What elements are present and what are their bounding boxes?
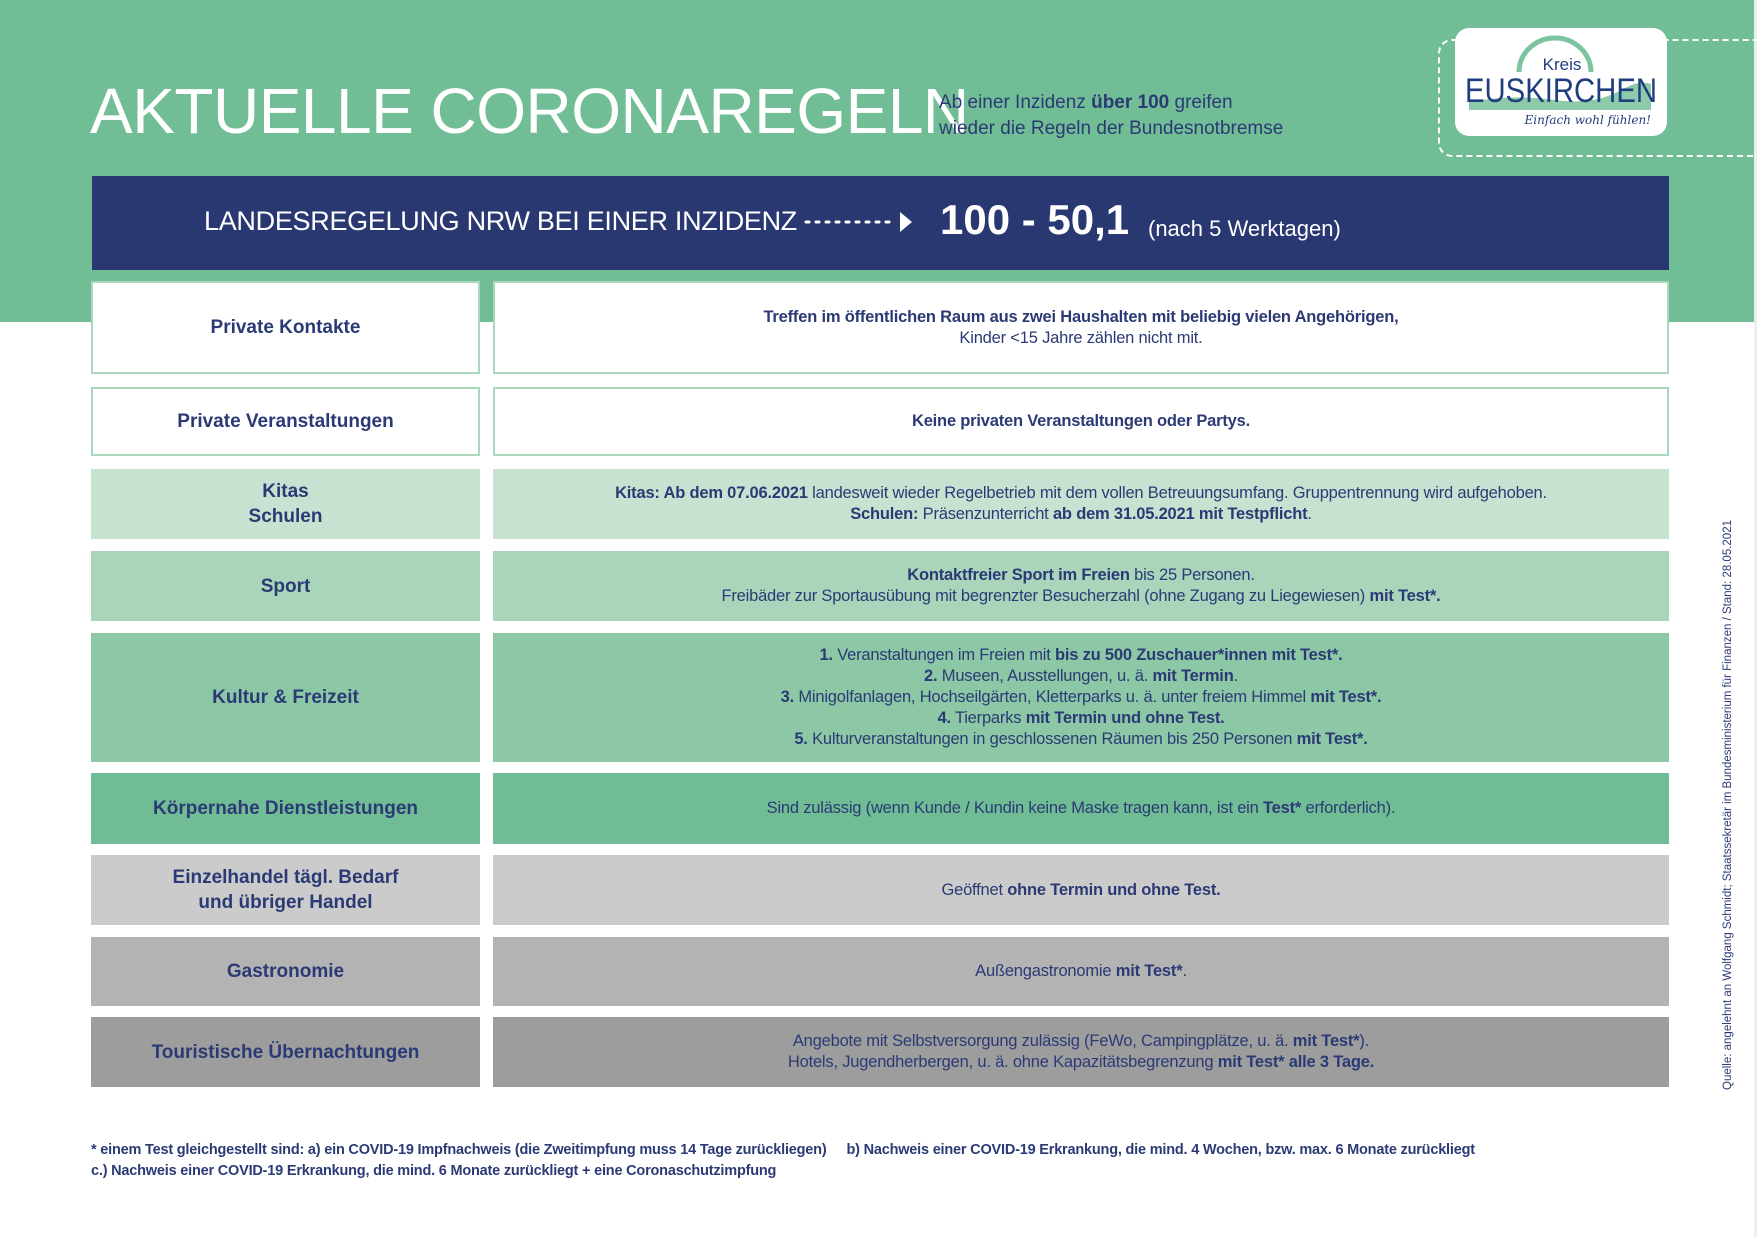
text: Minigolfanlagen, Hochseilgärten, Kletterparks u. ä. unter freiem Himmel <box>793 688 1311 706</box>
rule-row <box>91 855 1669 925</box>
banner-note: (nach 5 Werktagen) <box>1148 216 1341 241</box>
bold-text: mit Termin <box>1152 667 1234 685</box>
svg-text:EUSKIRCHEN: EUSKIRCHEN <box>1465 72 1657 110</box>
category-label: Körpernahe Dienstleistungen <box>153 798 418 819</box>
description-line <box>941 880 1220 901</box>
bold-text: mit Test* alle 3 Tage. <box>1217 1053 1375 1071</box>
description-line <box>781 645 1382 666</box>
rule-category <box>91 387 480 456</box>
subtitle <box>939 90 1283 142</box>
category-label: Sport <box>260 575 311 597</box>
bold-text: 3. <box>780 688 794 706</box>
bold-text: Test* <box>1263 799 1302 817</box>
text: landesweit wieder Regelbetrieb mit dem vollen Betreuungsumfang. Gruppentrennung wird aufgehoben. <box>807 484 1547 502</box>
description-line <box>781 687 1382 708</box>
rule-category <box>91 633 480 762</box>
text: Angebote mit Selbstversorgung zulässig (FeWo, Campingplätze, u. ä. <box>792 1032 1293 1050</box>
text: Kinder <15 Jahre zählen nicht mit. <box>959 328 1203 347</box>
bold-text: mit Test*. <box>1310 688 1382 706</box>
subtitle-bold: über 100 <box>1091 92 1170 113</box>
text: Geöffnet <box>941 880 1008 899</box>
description-line <box>615 504 1547 525</box>
description-line <box>788 1052 1374 1073</box>
bold-text: Kitas: Ab dem 07.06.2021 <box>615 484 808 502</box>
rule-row <box>91 633 1669 762</box>
bold-text: mit Test*. <box>1369 587 1441 605</box>
footnote <box>91 1140 1475 1182</box>
description-line <box>721 586 1440 607</box>
rule-category <box>91 937 480 1006</box>
bold-text: mit Test* <box>1115 962 1183 980</box>
kreis-euskirchen-logo <box>1455 28 1667 136</box>
category-label: Gastronomie <box>226 961 345 982</box>
bold-text: mit Termin und ohne Test. <box>1025 709 1225 727</box>
bold-text: ohne Termin und ohne Test. <box>1007 880 1221 899</box>
rule-row <box>91 773 1669 844</box>
rule-description <box>493 937 1669 1006</box>
text: Veranstaltungen im Freien mit <box>832 646 1055 664</box>
footnote-a: * einem Test gleichgestellt sind: a) ein COVID-19 Impfnachweis (die Zweitimpfung muss 14 Tage zurückliegen) <box>91 1142 827 1158</box>
description-line <box>763 328 1398 349</box>
bold-text: bis zu 500 Zuschauer*innen mit Test*. <box>1055 646 1343 664</box>
rule-description <box>493 1017 1669 1087</box>
text: . <box>1307 505 1312 523</box>
rule-row <box>91 387 1669 456</box>
text: erforderlich). <box>1301 799 1396 817</box>
bold-text: ab dem 31.05.2021 mit Testpflicht <box>1052 505 1308 523</box>
banner-label: LANDESREGELUNG NRW BEI EINER INZIDENZ <box>204 206 797 236</box>
text: Museen, Ausstellungen, u. ä. <box>937 667 1153 685</box>
text: . <box>1182 962 1187 980</box>
text: Außengastronomie <box>975 962 1116 980</box>
incidence-range: 100 - 50,1 <box>940 196 1130 243</box>
rule-category <box>91 773 480 844</box>
rule-category <box>91 551 480 621</box>
source-note: Quelle: angelehnt an Wolfgang Schmidt; Staatssekretär im Bundesministerium für Finanzen / Stand: 28.05.2021 <box>1722 520 1734 1090</box>
svg-text:Kreis: Kreis <box>1542 55 1582 74</box>
bold-text: mit Test*. <box>1296 730 1368 748</box>
rule-row <box>91 469 1669 539</box>
footnote-c: c.) Nachweis einer COVID-19 Erkrankung, die mind. 6 Monate zurückliegt + eine Coronaschutzimpfung <box>91 1163 777 1179</box>
bold-text: 2. <box>924 667 938 685</box>
category-label: Private Veranstaltungen <box>177 411 394 432</box>
rule-category <box>91 281 480 374</box>
rule-description <box>493 551 1669 621</box>
rule-description <box>493 773 1669 844</box>
rule-row <box>91 937 1669 1006</box>
rule-row <box>91 551 1669 621</box>
footnote-b: b) Nachweis einer COVID-19 Erkrankung, die mind. 4 Wochen, bzw. max. 6 Monate zurückliegt <box>846 1142 1475 1158</box>
dotted-arrow-icon <box>804 209 914 235</box>
category-label: Kultur & Freizeit <box>212 687 359 708</box>
rule-description <box>493 387 1669 456</box>
description-line <box>767 798 1396 819</box>
rule-category <box>91 855 480 925</box>
rule-category <box>91 469 480 539</box>
text: Kulturveranstaltungen in geschlossenen Räumen bis 250 Personen <box>807 730 1297 748</box>
text: ). <box>1359 1032 1370 1050</box>
category-label: Schulen <box>248 506 323 527</box>
category-label: Private Kontakte <box>210 317 361 338</box>
rule-description <box>493 855 1669 925</box>
text: bis 25 Personen. <box>1129 566 1255 584</box>
category-label: Einzelhandel tägl. Bedarf <box>172 867 399 888</box>
category-label: und übriger Handel <box>198 892 373 913</box>
text: Sind zulässig (wenn Kunde / Kundin keine Maske tragen kann, ist ein <box>766 799 1264 817</box>
rule-row <box>91 1017 1669 1087</box>
bold-text: Kontaktfreier Sport im Freien <box>907 566 1130 584</box>
description-line <box>781 729 1382 750</box>
rule-description <box>493 281 1669 374</box>
text: . <box>1233 667 1238 685</box>
incidence-banner <box>92 176 1669 270</box>
rule-description <box>493 469 1669 539</box>
rule-row <box>91 281 1669 374</box>
bold-text: 5. <box>794 730 808 748</box>
svg-text:Einfach wohl fühlen!: Einfach wohl fühlen! <box>1524 113 1651 127</box>
description-line <box>788 1031 1374 1052</box>
bold-text: Treffen im öffentlichen Raum aus zwei Haushalten mit beliebig vielen Angehörigen, <box>763 307 1399 326</box>
subtitle-text: Ab einer Inzidenz <box>939 92 1092 113</box>
text: Tierparks <box>950 709 1026 727</box>
description-line <box>763 307 1398 328</box>
description-line <box>912 411 1250 432</box>
text: Freibäder zur Sportausübung mit begrenzter Besucherzahl (ohne Zugang zu Liegewiesen) <box>721 587 1370 605</box>
description-line <box>781 666 1382 687</box>
description-line <box>975 961 1187 982</box>
bold-text: Keine privaten Veranstaltungen oder Partys. <box>911 412 1250 430</box>
description-line <box>721 565 1440 586</box>
category-label: Touristische Übernachtungen <box>151 1041 420 1063</box>
text: Präsenzunterricht <box>918 505 1053 523</box>
rule-category <box>91 1017 480 1087</box>
page-title: AKTUELLE CORONAREGELN <box>90 75 969 147</box>
bold-text: 4. <box>937 709 951 727</box>
bold-text: Schulen: <box>850 505 919 523</box>
description-line <box>615 483 1547 504</box>
description-line <box>781 708 1382 729</box>
subtitle-text: greifen <box>1169 92 1233 113</box>
bold-text: 1. <box>819 646 833 664</box>
bold-text: mit Test* <box>1292 1032 1360 1050</box>
subtitle-text: wieder die Regeln der Bundesnotbremse <box>939 118 1284 139</box>
text: Hotels, Jugendherbergen, u. ä. ohne Kapazitätsbegrenzung <box>787 1053 1218 1071</box>
category-label: Kitas <box>262 481 309 502</box>
rule-description <box>493 633 1669 762</box>
